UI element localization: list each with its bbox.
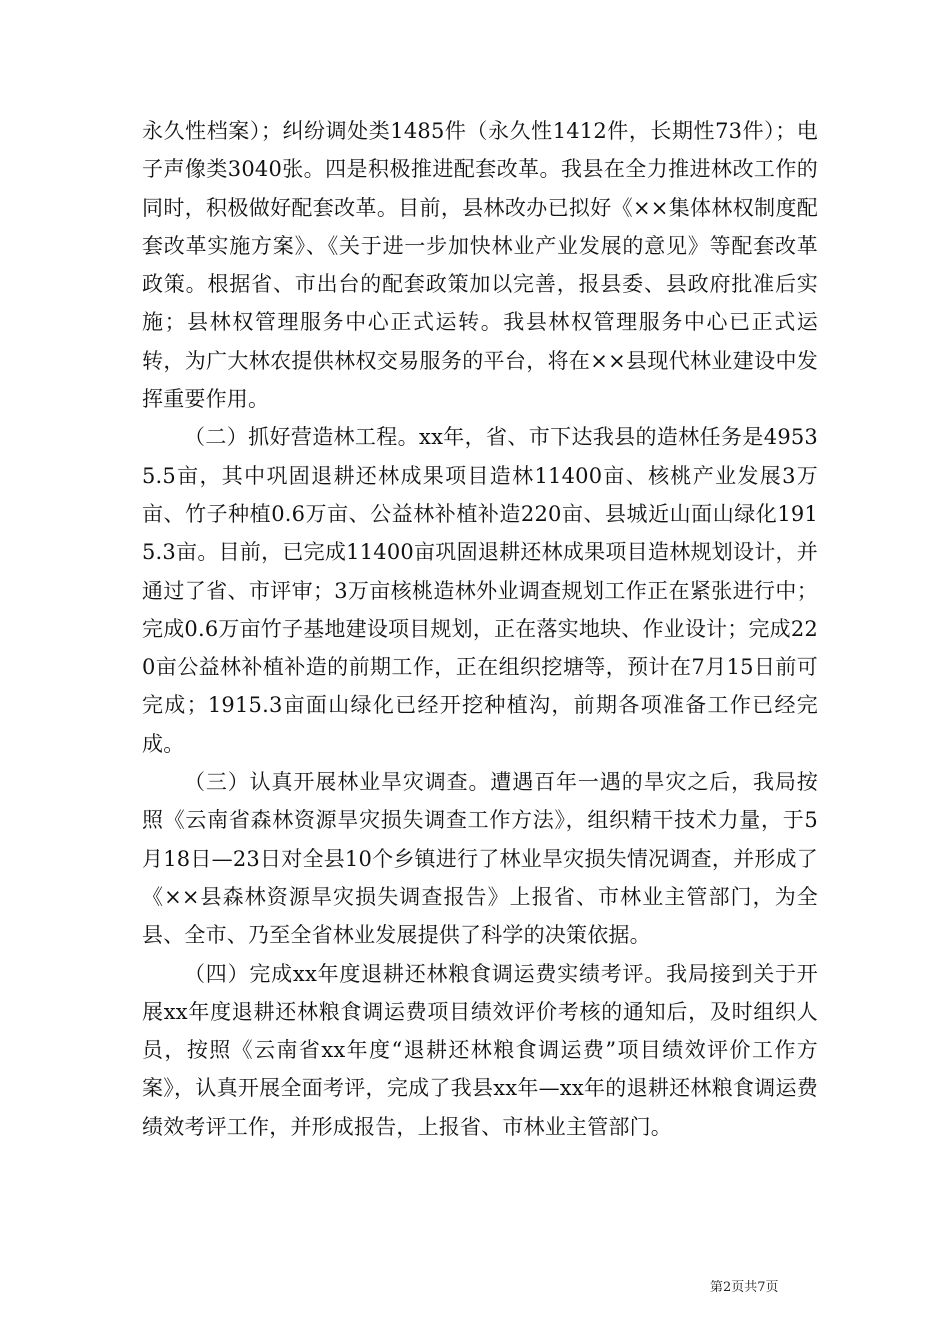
paragraph-afforestation: （二）抓好营造林工程。xx年，省、市下达我县的造林任务是49535.5亩，其中巩固退耕还林成果项目造林11400亩、核桃产业发展3万亩、竹子种植0.6万亩、公益林补植补造220亩、县城近山面山绿化1915.3亩。目前，已完成11400亩巩固退耕还林成果项目造林规划设计，并通过了省、市评审；3万亩核桃造林外业调查规划工作正在紧张进行中；完成0.6万亩竹子基地建设项目规划，正在落实地块、作业设计；完成220亩公益林补植补造的前期工作，正在组织挖塘等，预计在7月15日前可完成；1915.3亩面山绿化已经开挖种植沟，前期各项准备工作已经完成。	[142, 425, 818, 756]
paragraph-archive-stats: 永久性档案）；纠纷调处类1485件（永久性1412件，长期性73件）；电子声像类3040张。四是积极推进配套改革。我县在全力推进林改工作的同时，积极做好配套改革。目前，县林改办已拟好《××集体林权制度配套改革实施方案》、《关于进一步加快林业产业发展的意见》等配套改革政策。根据省、市出台的配套政策加以完善，报县委、县政府批准后实施；县林权管理服务中心正式运转。我县林权管理服务中心已正式运转，为广大林农提供林权交易服务的平台，将在××县现代林业建设中发挥重要作用。	[142, 119, 818, 412]
document-body	[142, 112, 818, 1146]
paragraph-drought-survey: （三）认真开展林业旱灾调查。遭遇百年一遇的旱灾之后，我局按照《云南省森林资源旱灾损失调查工作方法》，组织精干技术力量，于5月18日—23日对全县10个乡镇进行了林业旱灾损失情况调查，并形成了《××县森林资源旱灾损失调查报告》上报省、市林业主管部门，为全县、全市、乃至全省林业发展提供了科学的决策依据。	[142, 770, 818, 948]
paragraph-grain-assessment: （四）完成xx年度退耕还林粮食调运费实绩考评。我局接到关于开展xx年度退耕还林粮食调运费项目绩效评价考核的通知后，及时组织人员，按照《云南省xx年度“退耕还林粮食调运费”项目绩效评价工作方案》，认真开展全面考评，完成了我县xx年—xx年的退耕还林粮食调运费绩效考评工作，并形成报告，上报省、市林业主管部门。	[142, 961, 818, 1139]
page-number: 第2页共7页	[710, 1280, 779, 1295]
